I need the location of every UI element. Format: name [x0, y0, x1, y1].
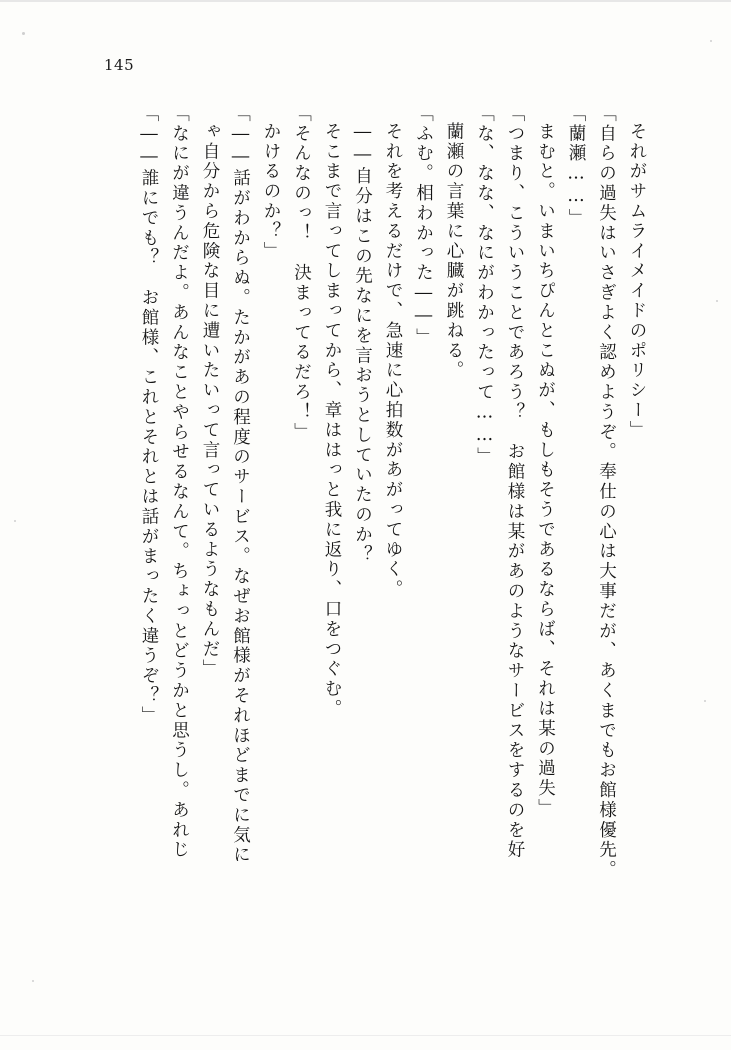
page-bottom-rule	[0, 1035, 731, 1036]
page-number: 145	[104, 56, 135, 74]
scan-speck	[716, 300, 718, 302]
text-column: まむと。いまいちぴんとこぬが、もしもそうであるならば、それは某の過失」	[535, 122, 556, 819]
text-column: 「つまり、こういうことであろう？ お館様は某があのようなサービスをするのを好	[505, 104, 525, 861]
text-column: かけるのか？」	[261, 122, 281, 262]
vertical-text-block	[127, 104, 646, 984]
text-column: それを考えるだけで、急速に心拍数があがってゆく。	[383, 122, 403, 600]
text-column: それがサムライメイドのポリシー」	[627, 122, 647, 441]
text-column: 「そんなのっ！ 決まってるだろ！」	[291, 104, 312, 443]
text-column: 「自らの過失はいさぎよく認めようぞ。奉仕の心は大事だが、あくまでもお館様優先。	[596, 104, 617, 881]
text-column: 蘭瀬の言葉に心臓が跳ねる。	[444, 122, 464, 381]
scan-speck	[22, 32, 25, 35]
text-column: 「な、なな、なにがわかったって……」	[474, 104, 495, 468]
text-column: ゃ自分から危険な目に遭いたいって言っているようなもんだ」	[200, 122, 220, 680]
scan-speck	[32, 980, 34, 982]
text-column: 「蘭瀬……」	[566, 104, 586, 229]
text-column: 「ふむ。相わかった――」	[413, 104, 434, 348]
scan-edge-mark	[0, 0, 731, 2]
text-column: そこまで言ってしまってから、章ははっと我に返り、口をつぐむ。	[322, 122, 342, 719]
text-column: 「――誰にでも？ お館様、これとそれとは話がまったく違うぞ？」	[139, 104, 159, 726]
scan-speck	[704, 700, 706, 702]
scan-speck	[710, 40, 712, 42]
scan-speck	[14, 520, 16, 522]
text-column: ――自分はこの先なにを言おうとしていたのか？	[352, 122, 373, 565]
text-column: 「――話がわからぬ。たかがあの程度のサービス。なぜお館様がそれほどまでに気に	[230, 104, 251, 866]
text-column: 「なにが違うんだよ。あんなことやらせるなんて。ちょっとどうかと思うし。あれじ	[169, 104, 190, 861]
